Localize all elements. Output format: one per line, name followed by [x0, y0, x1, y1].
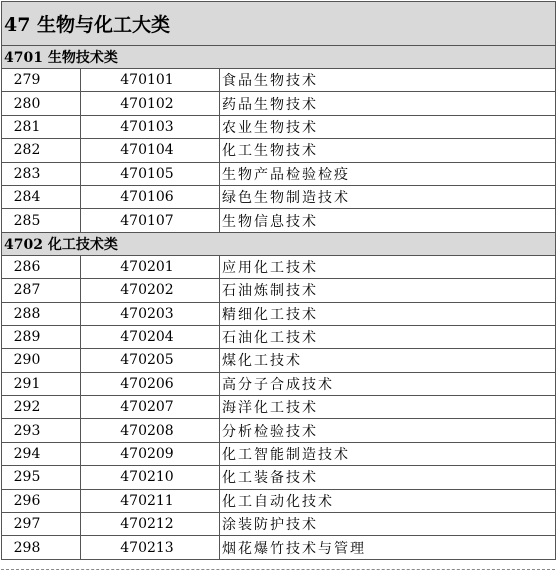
major-name-cell: 绿色生物制造技术	[220, 185, 556, 208]
major-name-cell: 高分子合成技术	[220, 372, 556, 395]
serial-number-cell: 283	[2, 162, 81, 185]
major-code-cell: 470210	[81, 466, 220, 489]
major-code-cell: 470201	[81, 255, 220, 278]
table-row	[2, 489, 556, 512]
major-name-cell: 应用化工技术	[220, 255, 556, 278]
category-title: 47 生物与化工大类	[2, 2, 556, 46]
major-code-cell: 470102	[81, 92, 220, 115]
major-name-cell: 食品生物技术	[220, 69, 556, 92]
serial-number-cell: 282	[2, 139, 81, 162]
major-code-cell: 470103	[81, 115, 220, 138]
table-row	[2, 396, 556, 419]
major-name-cell: 化工自动化技术	[220, 489, 556, 512]
table-row	[2, 255, 556, 278]
table-row	[2, 302, 556, 325]
serial-number-cell: 297	[2, 513, 81, 536]
major-code-cell: 470202	[81, 279, 220, 302]
table-row	[2, 279, 556, 302]
table-row	[2, 349, 556, 372]
serial-number-cell: 296	[2, 489, 81, 512]
serial-number-cell: 292	[2, 396, 81, 419]
major-name-cell: 石油化工技术	[220, 325, 556, 348]
table-row	[2, 325, 556, 348]
category-header-row	[2, 2, 556, 46]
section-header-row	[2, 232, 556, 255]
major-name-cell: 农业生物技术	[220, 115, 556, 138]
serial-number-cell: 287	[2, 279, 81, 302]
major-code-cell: 470211	[81, 489, 220, 512]
major-name-cell: 石油炼制技术	[220, 279, 556, 302]
bottom-divider	[1, 569, 555, 571]
major-name-cell: 烟花爆竹技术与管理	[220, 536, 556, 559]
major-code-cell: 470101	[81, 69, 220, 92]
major-code-cell: 470206	[81, 372, 220, 395]
serial-number-cell: 288	[2, 302, 81, 325]
major-name-cell: 药品生物技术	[220, 92, 556, 115]
major-name-cell: 分析检验技术	[220, 419, 556, 442]
major-code-cell: 470205	[81, 349, 220, 372]
serial-number-cell: 293	[2, 419, 81, 442]
table-row	[2, 209, 556, 232]
serial-number-cell: 279	[2, 69, 81, 92]
major-name-cell: 精细化工技术	[220, 302, 556, 325]
table-row	[2, 115, 556, 138]
major-code-cell: 470207	[81, 396, 220, 419]
serial-number-cell: 291	[2, 372, 81, 395]
major-catalog-table	[1, 1, 556, 560]
serial-number-cell: 285	[2, 209, 81, 232]
major-code-cell: 470204	[81, 325, 220, 348]
table-row	[2, 466, 556, 489]
table-row	[2, 185, 556, 208]
major-code-cell: 470104	[81, 139, 220, 162]
major-code-cell: 470105	[81, 162, 220, 185]
table-row	[2, 139, 556, 162]
major-name-cell: 煤化工技术	[220, 349, 556, 372]
section-heading: 4701 生物技术类	[2, 46, 556, 69]
major-code-cell: 470107	[81, 209, 220, 232]
major-code-cell: 470213	[81, 536, 220, 559]
serial-number-cell: 289	[2, 325, 81, 348]
major-name-cell: 化工装备技术	[220, 466, 556, 489]
serial-number-cell: 284	[2, 185, 81, 208]
major-code-cell: 470212	[81, 513, 220, 536]
major-name-cell: 化工生物技术	[220, 139, 556, 162]
serial-number-cell: 298	[2, 536, 81, 559]
table-row	[2, 442, 556, 465]
table-row	[2, 536, 556, 559]
serial-number-cell: 290	[2, 349, 81, 372]
table-row	[2, 162, 556, 185]
table-row	[2, 372, 556, 395]
major-code-cell: 470106	[81, 185, 220, 208]
serial-number-cell: 294	[2, 442, 81, 465]
serial-number-cell: 295	[2, 466, 81, 489]
major-code-cell: 470203	[81, 302, 220, 325]
section-heading: 4702 化工技术类	[2, 232, 556, 255]
serial-number-cell: 286	[2, 255, 81, 278]
major-code-cell: 470209	[81, 442, 220, 465]
serial-number-cell: 281	[2, 115, 81, 138]
major-name-cell: 化工智能制造技术	[220, 442, 556, 465]
table-body	[2, 2, 556, 560]
major-name-cell: 涂装防护技术	[220, 513, 556, 536]
serial-number-cell: 280	[2, 92, 81, 115]
table-row	[2, 419, 556, 442]
major-name-cell: 海洋化工技术	[220, 396, 556, 419]
table-row	[2, 69, 556, 92]
major-name-cell: 生物信息技术	[220, 209, 556, 232]
table-row	[2, 92, 556, 115]
section-header-row	[2, 46, 556, 69]
major-name-cell: 生物产品检验检疫	[220, 162, 556, 185]
table-row	[2, 513, 556, 536]
major-code-cell: 470208	[81, 419, 220, 442]
